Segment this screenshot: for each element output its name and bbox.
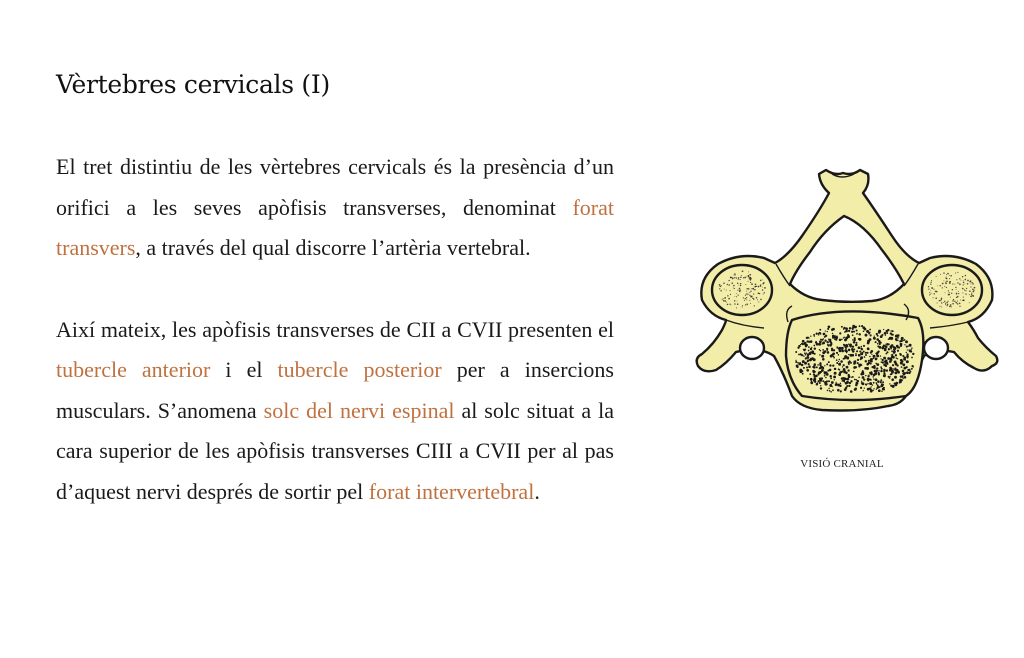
term-forat-transvers: forat transvers (56, 194, 614, 260)
paragraph-2-text-4: al solc situat a la cara superior de les apòfisis transverses CIII a CVII per al pas d’aquest nervi després de sortir pel (56, 397, 615, 504)
paragraph-2 (56, 310, 614, 513)
cervical-vertebra-drawing (692, 160, 1002, 420)
right-transverse-foramen (924, 337, 948, 359)
body-text (56, 147, 614, 512)
term-solc-del-nervi-espinal: solc del nervi espinal (263, 397, 455, 423)
paragraph-2-text-3: per a insercions musculars. S’anomena (56, 357, 614, 423)
paragraph-2-text-1: Així mateix, les apòfisis transverses de CII a CVII presenten el (56, 316, 614, 342)
page-title: Vèrtebres cervicals (I) (56, 70, 330, 99)
term-forat-intervertebral: forat intervertebral (368, 478, 535, 504)
term-tubercle-anterior: tubercle anterior (56, 357, 211, 382)
left-transverse-foramen (740, 337, 764, 359)
vertebra-illustration (692, 160, 1002, 420)
paragraph-1 (56, 147, 614, 269)
figure-caption: VISIÓ CRANIAL (800, 458, 884, 470)
paragraph-2-text-2: i el (210, 357, 278, 382)
paragraph-2-text-5: . (534, 478, 540, 504)
paragraph-1-text-2: , a través del qual discorre l’artèria vertebral. (135, 235, 531, 260)
term-tubercle-posterior: tubercle posterior (277, 357, 442, 382)
paragraph-1-text-1: El tret distintiu de les vèrtebres cervicals és la presència d’un orifici a les seves apòfisis transverses, denominat (56, 154, 614, 220)
